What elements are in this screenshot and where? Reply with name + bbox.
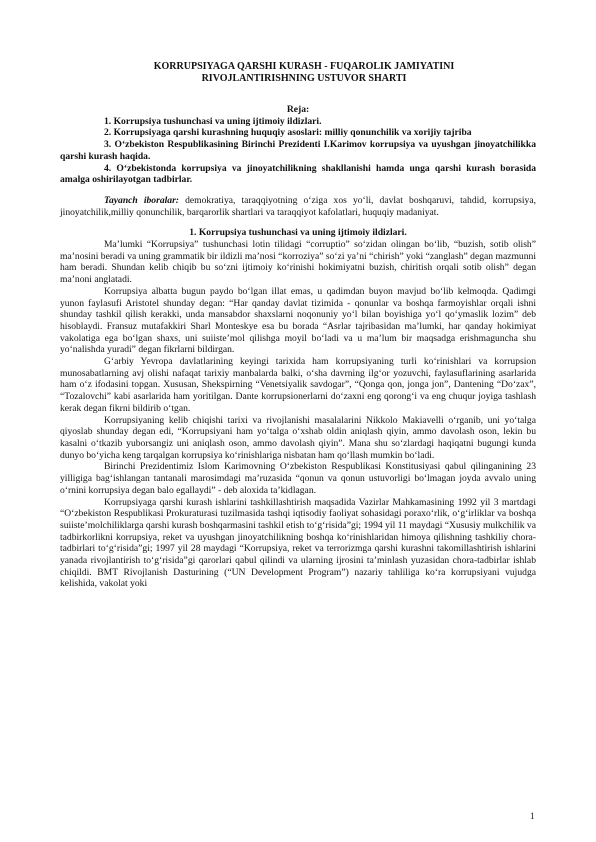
plan-item-4: 4. O‘zbekistonda korrupsiya va jinoyatchilikning shakllanishi hamda unga qarshi kurash borasida amalga oshirilayotgan tadbirlar.	[60, 162, 536, 186]
plan-heading: Reja:	[286, 104, 310, 115]
paragraph-4: Korrupsiyaning kelib chiqishi tarixi va rivojlanishi masalalarini Nikkolo Makiavelli o‘rganib, uni yo‘talga qiyoslab shunday degan edi, “Korrupsiyani ham yo‘talga o‘xshab oldin aniqlash qiyin, ammo davolash oson, lekin bu kasalni o‘tkazib yuborsangiz uni aniqlash oson, ammo davolash qiyin”. Mana shu so‘zlardagi haqiqatni bugungi kunda dunyo bo‘yicha keng tarqalgan korrupsiya ko‘rinishlariga nisbatan ham qo‘llash mumkin bo‘ladi.	[60, 414, 536, 461]
title-line-2: RIVOJLANTIRISHNING USTUVOR SHARTI	[201, 73, 407, 84]
paragraph-5: Birinchi Prezidentimiz Islom Karimovning O‘zbekiston Respublikasi Konstitusiyasi qabul qilinganining 23 yilligiga bag‘ishlangan tantanali marosimdagi ma’ruzasida “qonun va qonun ustuvorligi bo‘lmagan joyda avvalo uning o‘rnini korrupsiya degan balo egallaydi” - deb aloxida ta’kidlagan.	[60, 461, 536, 496]
document-title	[60, 61, 548, 85]
plan-list	[60, 116, 536, 186]
plan-item-1: 1. Korrupsiya tushunchasi va uning ijtimoiy ildizlari.	[104, 115, 322, 127]
paragraph-1: Ma’lumki “Korrupsiya” tushunchasi lotin tilidagi “corruptio” so‘zidan olingan bo‘lib, “buzish, sotib olish” ma’nosini beradi va uning grammatik bir ildizli ma’nosi “korroziya” so‘zi ya’ni “chirish” yoki “zanglash” degan mazmunni ham beradi. Shundan kelib chiqib bu so‘zni ijtimoiy ko‘rinishi hokimiyatni buzish, chiritish orqali sotib olish” degan ma’noni anglatadi.	[60, 239, 536, 286]
section-1-heading: 1. Korrupsiya tushunchasi va uning ijtimoiy ildizlari.	[189, 227, 407, 239]
document-body	[60, 104, 536, 590]
page-number: 1	[530, 811, 535, 821]
paragraph-6: Korrupsiyaga qarshi kurash ishlarini tashkillashtirish maqsadida Vazirlar Mahkamasining 1992 yil 3 martdagi “O‘zbekiston Respublikasi Prokuraturasi tuzilmasida tashqi iqtisodiy faoliyat sohasidagi poraxo‘rlik, o‘g‘irliklar va boshqa suiiste’molchiliklarga qarshi kurash boshqarmasini tashkil etish to‘g‘risida”gi; 1994 yil 11 maydagi “Xususiy mulkchilik va tadbirkorlikni korrupsiya, reket va uyushgan jinoyatchilikning boshqa ko‘rinishlaridan himoya qilishning tashkiliy chora-tadbirlari to‘g‘risida”gi; 1997 yil 28 maydagi “Korrupsiya, reket va terrorizmga qarshi kurashni takomillashtirish ishlarini yanada rivojlantirish to‘g‘risida”gi qarorlari qabul qilindi va ularning ijrosini ta’minlash yuzasidan chora-tadbirlar ishlab chiqildi. BMT Rivojlanish Dasturining (“UN Development Program”) nazariy tahliliga ko‘ra korrupsiyani vujudga kelishida, vakolat yoki	[60, 496, 536, 590]
keywords-paragraph	[60, 195, 536, 218]
keywords-label: Tayanch iboralar:	[104, 194, 180, 206]
title-line-1: KORRUPSIYAGA QARSHI KURASH - FUQAROLIK JAMIYATINI	[153, 61, 455, 72]
plan-item-3: 3. O‘zbekiston Respublikasining Birinchi Prezidenti I.Karimov korrupsiya va uyushgan jinoyatchilikka qarshi kurash haqida.	[60, 139, 536, 162]
paragraph-2: Korrupsiya albatta bugun paydo bo‘lgan illat emas, u qadimdan buyon mavjud bo‘lib kelmoqda. Qadimgi yunon faylasufi Aristotel shunday degan: “Har qanday davlat tizimida - qonunlar va boshqa farmoyishlar orqali ishni shunday tashkil qilish kerakki, unda mansabdor shaxslarni noqonuniy yo‘l bilan boyishiga yo‘l qo‘ymaslik lozim” deb hisoblaydi. Fransuz mutafakkiri Sharl Monteskye esa bu borada “Asrlar tajribasidan ma’lumki, har qanday hokimiyat vakolatiga ega bo‘lgan shaxs, uni suiiste’mol qilishga moyil bo‘ladi va u ma’lum bir maqsadga erishmaguncha shu yo‘nalishda yuradi” degan fikrlarni bildirgan.	[60, 285, 536, 356]
keywords-text: demokratiya, taraqqiyotning o‘ziga xos yo‘li, davlat boshqaruvi, tahdid, korrupsiya, jinoyatchilik,milliy qonunchilik, barqarorlik shartlari va taraqqiyot kafolatlari, huquqiy madaniyat.	[60, 194, 537, 218]
plan-item-2: 2. Korrupsiyaga qarshi kurashning huquqiy asoslari: milliy qonunchilik va xorijiy tajriba	[104, 127, 472, 139]
paragraph-3: G‘arbiy Yevropa davlatlarining keyingi tarixida ham korrupsiyaning turli ko‘rinishlari va korrupsion munosabatlarning avj olishi nafaqat tarixiy manbalarda balki, o‘sha davrning ilg‘or yozuvchi, faylasuflarining asarlarida ham o‘z ifodasini topgan. Xususan, Shekspirning “Venetsiyalik savdogar”, “Qonga qon, jonga jon”, Dantening “Do‘zax”, “Tozalovchi” kabi asarlarida ham yoritilgan. Dante korrupsionerlarni do‘zaxni eng qorong‘i va eng chuqur joyiga tashlash kerak degan fikrni bildirib o‘tgan.	[60, 356, 536, 414]
